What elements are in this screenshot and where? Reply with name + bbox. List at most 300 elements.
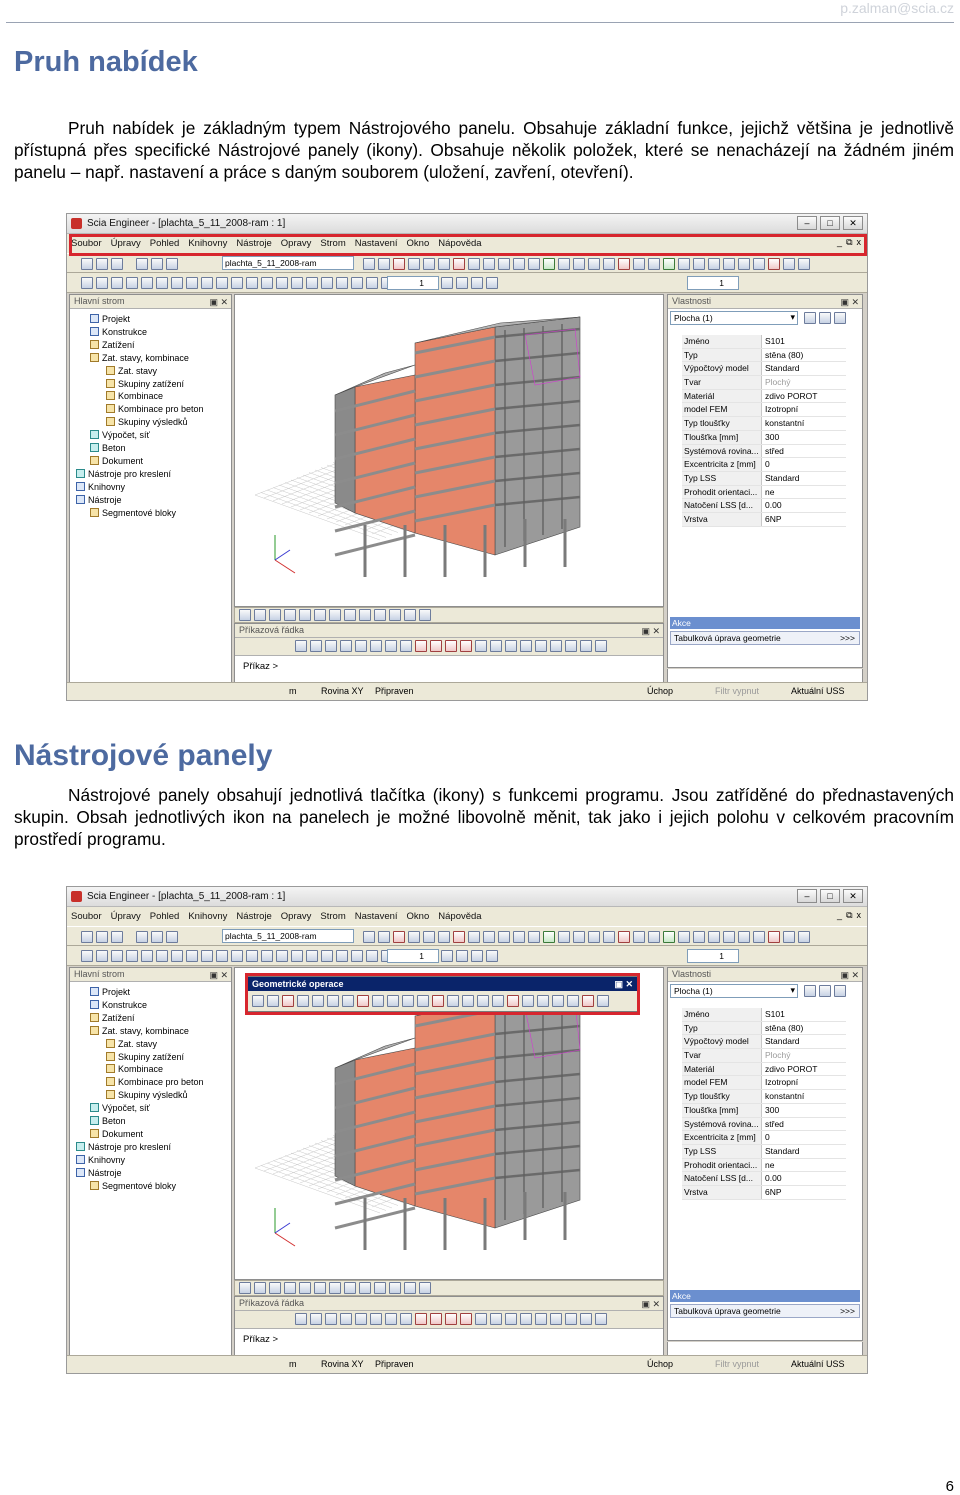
command-prompt[interactable]: Příkaz > (243, 661, 279, 672)
minimize-button[interactable]: – (797, 889, 817, 903)
tool-icon[interactable] (81, 950, 93, 962)
tool-icon[interactable] (490, 1313, 502, 1325)
tool-icon[interactable] (186, 277, 198, 289)
tool-icon[interactable] (269, 1282, 281, 1294)
property-row[interactable] (682, 1008, 846, 1022)
property-value[interactable]: zdivo POROT (765, 1063, 818, 1074)
new-file-icon[interactable] (81, 258, 93, 270)
close-button[interactable]: ✕ (843, 216, 863, 230)
menu-soubor[interactable]: Soubor (71, 238, 102, 249)
property-row[interactable] (682, 1159, 846, 1173)
tool-icon[interactable] (475, 1313, 487, 1325)
menu-okno[interactable]: Okno (406, 238, 430, 249)
property-value[interactable]: Standard (765, 472, 800, 483)
tool-icon[interactable] (513, 258, 525, 270)
mdi-restore-button[interactable]: ⧉ (846, 910, 853, 920)
tree-item[interactable] (76, 365, 204, 378)
tool-icon[interactable] (310, 640, 322, 652)
minimize-button[interactable]: – (797, 216, 817, 230)
tool-icon[interactable] (663, 258, 675, 270)
property-value[interactable]: konstantní (765, 418, 805, 429)
tree-item[interactable] (76, 1115, 204, 1128)
tool-icon[interactable] (284, 1282, 296, 1294)
tool-icon[interactable] (254, 609, 266, 621)
property-value[interactable]: Standard (765, 363, 800, 374)
property-row[interactable] (682, 349, 846, 363)
status-snap[interactable]: Úchop (647, 686, 674, 696)
select-combo-right[interactable]: 1 (687, 949, 739, 963)
tool-icon[interactable] (471, 277, 483, 289)
tool-icon[interactable] (340, 640, 352, 652)
menu-pohled[interactable]: Pohled (149, 238, 180, 249)
tool-icon[interactable] (81, 277, 93, 289)
mdi-restore-button[interactable]: ⧉ (846, 237, 853, 247)
tool-icon[interactable] (618, 931, 630, 943)
tool-icon[interactable] (804, 985, 816, 997)
property-value[interactable]: ne (765, 486, 775, 497)
close-button[interactable]: ✕ (843, 889, 863, 903)
tool-icon[interactable] (269, 609, 281, 621)
tool-icon[interactable] (738, 258, 750, 270)
property-value[interactable]: 6NP (765, 1186, 782, 1197)
tool-icon[interactable] (389, 609, 401, 621)
tool-icon[interactable] (387, 995, 399, 1007)
tool-icon[interactable] (597, 995, 609, 1007)
property-value[interactable]: stěna (80) (765, 1022, 804, 1033)
tool-icon[interactable] (419, 609, 431, 621)
tool-icon[interactable] (492, 995, 504, 1007)
tool-icon[interactable] (400, 640, 412, 652)
tool-icon[interactable] (261, 950, 273, 962)
3d-view[interactable] (234, 967, 664, 1280)
tool-icon[interactable] (282, 995, 294, 1007)
tool-icon[interactable] (325, 640, 337, 652)
property-value[interactable]: Standard (765, 1145, 800, 1156)
property-row[interactable] (682, 1172, 846, 1186)
tool-icon[interactable] (648, 931, 660, 943)
tool-icon[interactable] (171, 950, 183, 962)
tool-icon[interactable] (126, 950, 138, 962)
tool-icon[interactable] (753, 931, 765, 943)
tool-icon[interactable] (528, 931, 540, 943)
menu-knihovny[interactable]: Knihovny (188, 911, 228, 922)
tool-icon[interactable] (344, 1282, 356, 1294)
tool-icon[interactable] (798, 931, 810, 943)
tool-icon[interactable] (537, 995, 549, 1007)
tool-icon[interactable] (252, 995, 264, 1007)
status-ucs[interactable]: Aktuální USS (791, 1359, 845, 1369)
tool-icon[interactable] (284, 609, 296, 621)
tool-icon[interactable] (693, 258, 705, 270)
tool-icon[interactable] (723, 931, 735, 943)
tool-icon[interactable] (363, 258, 375, 270)
property-value[interactable]: 0 (765, 459, 770, 470)
tool-icon[interactable] (408, 931, 420, 943)
tool-icon[interactable] (171, 277, 183, 289)
tool-icon[interactable] (567, 995, 579, 1007)
tree-item[interactable] (76, 999, 204, 1012)
tree-item[interactable] (76, 1128, 204, 1141)
tool-icon[interactable] (201, 277, 213, 289)
property-row[interactable] (682, 1076, 846, 1090)
tool-icon[interactable] (423, 258, 435, 270)
property-row[interactable] (682, 513, 846, 527)
tool-icon[interactable] (582, 995, 594, 1007)
tool-icon[interactable] (565, 640, 577, 652)
property-value[interactable]: konstantní (765, 1091, 805, 1102)
property-row[interactable] (682, 1118, 846, 1132)
tool-icon[interactable] (329, 609, 341, 621)
tool-icon[interactable] (573, 931, 585, 943)
table-geometry-edit-button[interactable] (670, 631, 860, 645)
tool-icon[interactable] (239, 609, 251, 621)
maximize-button[interactable]: □ (820, 889, 840, 903)
property-row[interactable] (682, 1035, 846, 1049)
menu-nastaveni[interactable]: Nastavení (354, 911, 398, 922)
undo-icon[interactable] (136, 258, 148, 270)
property-row[interactable] (682, 390, 846, 404)
tool-icon[interactable] (486, 950, 498, 962)
tool-icon[interactable] (438, 931, 450, 943)
tool-icon[interactable] (595, 640, 607, 652)
maximize-button[interactable]: □ (820, 216, 840, 230)
tool-icon[interactable] (267, 995, 279, 1007)
tool-icon[interactable] (295, 640, 307, 652)
menu-strom[interactable]: Strom (320, 238, 346, 249)
tool-icon[interactable] (385, 640, 397, 652)
pane-pin-close-icon[interactable]: ▣ ✕ (209, 297, 228, 307)
redo-icon[interactable] (151, 258, 163, 270)
document-select[interactable]: plachta_5_11_2008-ram (222, 929, 354, 943)
mdi-close-button[interactable]: x (856, 237, 861, 247)
tool-icon[interactable] (291, 277, 303, 289)
tool-icon[interactable] (483, 258, 495, 270)
tool-icon[interactable] (231, 277, 243, 289)
pane-pin-close-icon[interactable]: ▣ ✕ (209, 970, 228, 980)
property-row[interactable] (682, 431, 846, 445)
tool-icon[interactable] (580, 1313, 592, 1325)
menu-napoveda[interactable]: Nápověda (438, 238, 482, 249)
tool-icon[interactable] (490, 640, 502, 652)
edit-icon[interactable] (834, 985, 846, 997)
tool-icon[interactable] (783, 931, 795, 943)
property-row[interactable] (682, 1022, 846, 1036)
tool-icon[interactable] (141, 277, 153, 289)
tool-icon[interactable] (96, 950, 108, 962)
undo-icon[interactable] (136, 931, 148, 943)
3d-view[interactable] (234, 294, 664, 607)
tool-icon[interactable] (550, 640, 562, 652)
tool-icon[interactable] (372, 995, 384, 1007)
tool-icon[interactable] (603, 258, 615, 270)
property-row[interactable] (682, 1131, 846, 1145)
tool-icon[interactable] (520, 640, 532, 652)
tree-item[interactable] (76, 494, 204, 507)
tool-icon[interactable] (363, 931, 375, 943)
property-row[interactable] (682, 1104, 846, 1118)
tool-icon[interactable] (618, 258, 630, 270)
property-value[interactable]: ne (765, 1159, 775, 1170)
status-snap[interactable]: Úchop (647, 1359, 674, 1369)
tool-icon[interactable] (419, 1282, 431, 1294)
tool-icon[interactable] (456, 950, 468, 962)
tool-icon[interactable] (498, 258, 510, 270)
tool-icon[interactable] (738, 931, 750, 943)
tool-icon[interactable] (573, 258, 585, 270)
tool-icon[interactable] (327, 995, 339, 1007)
status-plane[interactable]: Rovina XY (321, 1359, 364, 1369)
tool-icon[interactable] (471, 950, 483, 962)
tree-item[interactable] (76, 468, 204, 481)
tool-icon[interactable] (543, 931, 555, 943)
menu-nastroje[interactable]: Nástroje (236, 911, 272, 922)
pane-pin-close-icon[interactable]: ▣ ✕ (614, 979, 633, 989)
property-row[interactable] (682, 362, 846, 376)
tool-icon[interactable] (603, 931, 615, 943)
tool-icon[interactable] (306, 950, 318, 962)
menu-okno[interactable]: Okno (406, 911, 430, 922)
tool-icon[interactable] (678, 258, 690, 270)
tool-icon[interactable] (468, 931, 480, 943)
tool-icon[interactable] (239, 1282, 251, 1294)
tree-item[interactable] (76, 481, 204, 494)
tool-icon[interactable] (417, 995, 429, 1007)
status-plane[interactable]: Rovina XY (321, 686, 364, 696)
property-value[interactable]: 0 (765, 1132, 770, 1143)
tool-icon[interactable] (723, 258, 735, 270)
tool-icon[interactable] (378, 931, 390, 943)
mdi-close-button[interactable]: x (856, 910, 861, 920)
menu-upravy[interactable]: Úpravy (110, 238, 141, 249)
tool-icon[interactable] (543, 258, 555, 270)
tool-icon[interactable] (588, 258, 600, 270)
tool-icon[interactable] (141, 950, 153, 962)
tool-icon[interactable] (456, 277, 468, 289)
property-value[interactable]: 300 (765, 431, 780, 442)
tool-icon[interactable] (430, 640, 442, 652)
tool-icon[interactable] (768, 258, 780, 270)
select-combo-left[interactable]: 1 (387, 949, 439, 963)
tool-icon[interactable] (528, 258, 540, 270)
property-value[interactable]: střed (765, 1118, 784, 1129)
tool-icon[interactable] (246, 950, 258, 962)
tool-icon[interactable] (483, 931, 495, 943)
property-row[interactable] (682, 376, 846, 390)
property-value[interactable]: 300 (765, 1104, 780, 1115)
tool-icon[interactable] (357, 995, 369, 1007)
tool-icon[interactable] (708, 258, 720, 270)
tool-icon[interactable] (648, 258, 660, 270)
property-row[interactable] (682, 445, 846, 459)
tool-icon[interactable] (385, 1313, 397, 1325)
redo-icon[interactable] (151, 931, 163, 943)
tree-item[interactable] (76, 1076, 204, 1089)
tool-icon[interactable] (325, 1313, 337, 1325)
tree-item[interactable] (76, 390, 204, 403)
tool-icon[interactable] (374, 1282, 386, 1294)
tool-icon[interactable] (404, 609, 416, 621)
tool-icon[interactable] (550, 1313, 562, 1325)
property-value[interactable]: zdivo POROT (765, 390, 818, 401)
tree-item[interactable] (76, 416, 204, 429)
tool-icon[interactable] (321, 950, 333, 962)
tool-icon[interactable] (231, 950, 243, 962)
tool-icon[interactable] (201, 950, 213, 962)
tree-item[interactable] (76, 352, 204, 365)
tool-icon[interactable] (415, 1313, 427, 1325)
tool-icon[interactable] (342, 995, 354, 1007)
tool-icon[interactable] (389, 1282, 401, 1294)
tool-icon[interactable] (552, 995, 564, 1007)
tool-icon[interactable] (254, 1282, 266, 1294)
tool-icon[interactable] (310, 1313, 322, 1325)
tree-item[interactable] (76, 1102, 204, 1115)
tree-item[interactable] (76, 1089, 204, 1102)
tree-item[interactable] (76, 455, 204, 468)
property-value[interactable]: 6NP (765, 513, 782, 524)
property-row[interactable] (682, 499, 846, 513)
tool-icon[interactable] (633, 258, 645, 270)
tool-icon[interactable] (321, 277, 333, 289)
open-file-icon[interactable] (96, 258, 108, 270)
tool-icon[interactable] (438, 258, 450, 270)
tool-icon[interactable] (498, 931, 510, 943)
tool-icon[interactable] (441, 277, 453, 289)
tool-icon[interactable] (370, 640, 382, 652)
tool-icon[interactable] (475, 640, 487, 652)
property-value[interactable]: Izotropní (765, 1077, 799, 1088)
help-icon[interactable] (166, 931, 178, 943)
property-row[interactable] (682, 1145, 846, 1159)
property-value[interactable]: S101 (765, 336, 785, 346)
tool-icon[interactable] (366, 277, 378, 289)
menu-opravy[interactable]: Opravy (280, 238, 312, 249)
tool-icon[interactable] (453, 931, 465, 943)
tree-item[interactable] (76, 339, 204, 352)
new-file-icon[interactable] (81, 931, 93, 943)
property-row[interactable] (682, 1090, 846, 1104)
property-row[interactable] (682, 1049, 846, 1063)
property-value[interactable]: Plochý (765, 377, 791, 388)
tool-icon[interactable] (804, 312, 816, 324)
tool-icon[interactable] (783, 258, 795, 270)
tool-icon[interactable] (276, 950, 288, 962)
tool-icon[interactable] (441, 950, 453, 962)
document-select[interactable]: plachta_5_11_2008-ram (222, 256, 354, 270)
tool-icon[interactable] (216, 277, 228, 289)
property-row[interactable] (682, 1186, 846, 1200)
tree-item[interactable] (76, 378, 204, 391)
tool-icon[interactable] (708, 931, 720, 943)
command-prompt[interactable]: Příkaz > (243, 1334, 279, 1345)
menu-pohled[interactable]: Pohled (149, 911, 180, 922)
menu-nastaveni[interactable]: Nastavení (354, 238, 398, 249)
tool-icon[interactable] (329, 1282, 341, 1294)
tool-icon[interactable] (156, 277, 168, 289)
status-filter[interactable]: Filtr vypnut (715, 686, 760, 696)
tool-icon[interactable] (453, 258, 465, 270)
tool-icon[interactable] (299, 1282, 311, 1294)
menu-nastroje[interactable]: Nástroje (236, 238, 272, 249)
tool-icon[interactable] (216, 950, 228, 962)
tree-item[interactable] (76, 1051, 204, 1064)
tool-icon[interactable] (366, 950, 378, 962)
tool-icon[interactable] (445, 640, 457, 652)
tool-icon[interactable] (359, 1282, 371, 1294)
tool-icon[interactable] (595, 1313, 607, 1325)
tool-icon[interactable] (505, 640, 517, 652)
tool-icon[interactable] (415, 640, 427, 652)
tool-icon[interactable] (355, 640, 367, 652)
property-value[interactable]: Plochý (765, 1050, 791, 1061)
tool-icon[interactable] (393, 931, 405, 943)
property-row[interactable] (682, 472, 846, 486)
tool-icon[interactable] (535, 640, 547, 652)
tool-icon[interactable] (246, 277, 258, 289)
property-row[interactable] (682, 417, 846, 431)
tree-item[interactable] (76, 1154, 204, 1167)
table-geometry-edit-button[interactable] (670, 1304, 860, 1318)
tool-icon[interactable] (314, 1282, 326, 1294)
pane-pin-close-icon[interactable]: ▣ ✕ (840, 297, 859, 307)
tree-item[interactable] (76, 986, 204, 999)
tool-icon[interactable] (753, 258, 765, 270)
tool-icon[interactable] (336, 950, 348, 962)
tool-icon[interactable] (565, 1313, 577, 1325)
tool-icon[interactable] (445, 1313, 457, 1325)
property-value[interactable]: Izotropní (765, 404, 799, 415)
property-row[interactable] (682, 335, 846, 349)
tool-icon[interactable] (370, 1313, 382, 1325)
tree-item[interactable] (76, 507, 204, 520)
select-combo-right[interactable]: 1 (687, 276, 739, 290)
tool-icon[interactable] (374, 609, 386, 621)
tool-icon[interactable] (351, 950, 363, 962)
tool-icon[interactable] (306, 277, 318, 289)
help-icon[interactable] (166, 258, 178, 270)
tool-icon[interactable] (633, 931, 645, 943)
pane-pin-close-icon[interactable]: ▣ ✕ (641, 626, 660, 636)
menu-strom[interactable]: Strom (320, 911, 346, 922)
select-combo-left[interactable]: 1 (387, 276, 439, 290)
tool-icon[interactable] (522, 995, 534, 1007)
tool-icon[interactable] (295, 1313, 307, 1325)
tool-icon[interactable] (126, 277, 138, 289)
save-icon[interactable] (111, 258, 123, 270)
tool-icon[interactable] (111, 277, 123, 289)
tool-icon[interactable] (186, 950, 198, 962)
tool-icon[interactable] (96, 277, 108, 289)
tree-item[interactable] (76, 313, 204, 326)
tool-icon[interactable] (798, 258, 810, 270)
properties-object-select[interactable]: Plocha (1) ▾ (670, 984, 798, 998)
filter-icon[interactable] (819, 985, 831, 997)
tree-item[interactable] (76, 1180, 204, 1193)
tree-item[interactable] (76, 1038, 204, 1051)
menu-napoveda[interactable]: Nápověda (438, 911, 482, 922)
tool-icon[interactable] (400, 1313, 412, 1325)
tool-icon[interactable] (340, 1313, 352, 1325)
tree-item[interactable] (76, 1063, 204, 1076)
tool-icon[interactable] (468, 258, 480, 270)
status-filter[interactable]: Filtr vypnut (715, 1359, 760, 1369)
tool-icon[interactable] (314, 609, 326, 621)
tool-icon[interactable] (507, 995, 519, 1007)
properties-object-select[interactable]: Plocha (1) ▾ (670, 311, 798, 325)
tool-icon[interactable] (768, 931, 780, 943)
pane-pin-close-icon[interactable]: ▣ ✕ (641, 1299, 660, 1309)
tree-item[interactable] (76, 1141, 204, 1154)
